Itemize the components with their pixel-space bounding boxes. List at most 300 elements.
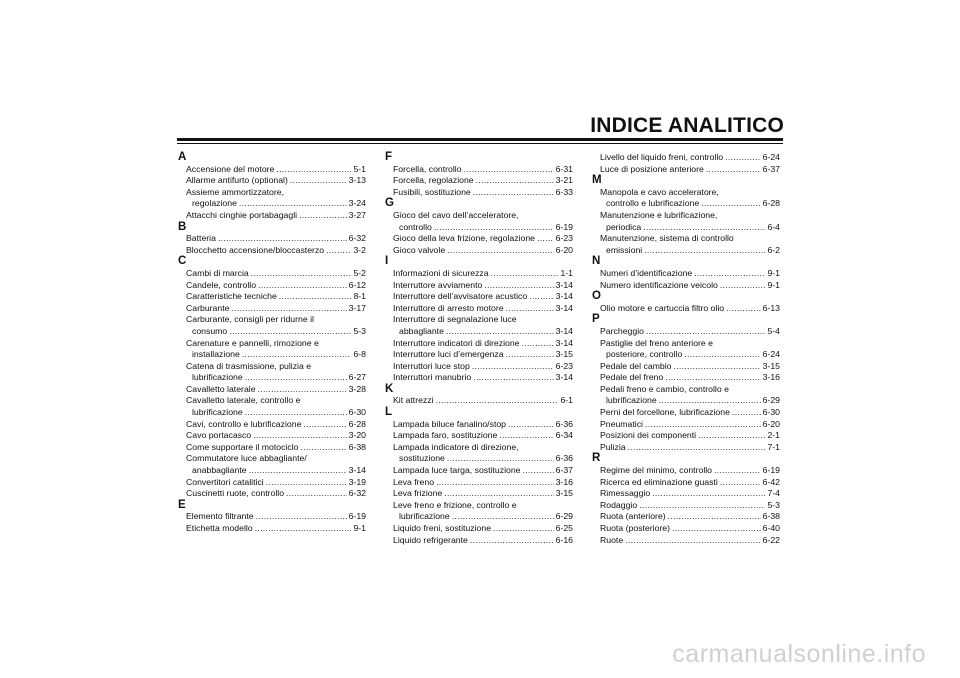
entry-name: Leva frizione [393,488,443,499]
dot-leader [249,465,347,477]
index-entry [385,361,573,373]
index-column-3 [592,152,780,546]
entry-page: 6-42 [762,476,780,487]
dot-leader [239,198,347,210]
entry-page: 3-14 [348,465,366,476]
entry-name: Cambi di marcia [186,267,249,278]
entry-name: Pedale del cambio [600,360,672,371]
index-entry [592,372,780,384]
dot-leader [645,419,761,431]
entry-page: 6-23 [555,233,573,244]
entry-name: Ruota (anteriore) [600,511,666,522]
entry-name: Pneumatici [600,418,643,429]
entry-name: Lampada indicatore di direzione, [393,441,519,452]
entry-name-continued: controllo e lubrificazione [606,198,700,209]
entry-page: 6-20 [762,418,780,429]
index-entry [178,245,366,257]
entry-page: 3-2 [353,244,366,255]
index-entry [178,442,366,454]
entry-name: Cavo portacasco [186,430,252,441]
entry-name: Interruttore di segnalazione luce [393,314,517,325]
entry-name: Luce di posizione anteriore [600,163,704,174]
entry-page: 3-14 [555,337,573,348]
entry-name: Cuscinetti ruote, controllo [186,488,285,499]
index-section-letter: M [592,174,602,187]
entry-page: 6-32 [348,233,366,244]
dot-leader [299,210,347,222]
dot-leader [714,465,761,477]
entry-name: Blocchetto accensione/bloccasterzo [186,244,325,255]
entry-name: Carenature e pannelli, rimozione e [186,337,319,348]
entry-page: 6-32 [348,488,366,499]
dot-leader [499,430,553,442]
entry-page: 6-20 [555,244,573,255]
entry-name: Lampada biluce fanalino/stop [393,418,507,429]
entry-page: 3-14 [555,325,573,336]
entry-name-continued: lubrificazione [399,511,450,522]
entry-page: 6-28 [762,198,780,209]
dot-leader [646,326,765,338]
index-entry [592,419,780,431]
index-section-letter: E [178,498,186,511]
dot-leader [452,511,554,523]
entry-name-continued: lubrificazione [606,395,657,406]
index-entry [592,430,780,442]
index-entry [178,233,366,245]
entry-page: 5-1 [353,163,366,174]
title-rule-thick [177,138,783,141]
dot-leader [672,523,761,535]
dot-leader [523,465,554,477]
index-entry [178,361,366,384]
index-entry [178,175,366,187]
dot-leader [473,372,553,384]
dot-leader [665,372,760,384]
entry-page: 6-2 [767,244,780,255]
entry-name: Manopola e cavo acceleratore, [600,186,719,197]
entry-name: Parcheggio [600,325,644,336]
entry-page: 5-2 [353,267,366,278]
dot-leader [720,280,766,292]
entry-name-continued: lubrificazione [192,407,243,418]
dot-leader [251,268,352,280]
entry-name: Candele, controllo [186,279,257,290]
dot-leader [326,245,351,257]
entry-continuation-line [186,326,366,338]
dot-leader [303,419,346,431]
entry-name-continued: emissioni [606,244,643,255]
dot-leader [508,419,554,431]
entry-name: Accensione del motore [186,163,275,174]
dot-leader [643,222,765,234]
entry-name: Leva freno [393,476,435,487]
entry-name: Liquido freni, sostituzione [393,523,492,533]
index-entry [592,523,780,535]
index-section-letter: C [178,255,187,268]
entry-page: 7-1 [767,441,780,452]
dot-leader [436,395,559,407]
entry-page: 3-14 [555,372,573,383]
entry-name: Catena di trasmissione, pulizia e [186,360,312,371]
dot-leader [472,361,554,373]
index-column-1 [178,152,366,535]
dot-leader [258,280,347,292]
watermark: carmanualsonline.info [672,640,926,668]
index-entry [592,511,780,523]
dot-leader [266,477,347,489]
index-entry [592,233,780,256]
entry-name-continued: lubrificazione [192,372,243,383]
entry-name: Ruote [600,534,624,545]
entry-page: 5-4 [767,325,780,336]
index-entry [385,338,573,350]
index-entry [592,210,780,233]
entry-page: 6-25 [555,523,573,533]
dot-leader [434,222,554,234]
entry-name: Carburante, consigli per ridurne il [186,314,314,325]
index-entry [385,477,573,489]
entry-name: Liquido refrigerante [393,534,468,545]
entry-name-continued: posteriore, controllo [606,349,683,360]
entry-continuation-line [393,511,573,523]
entry-page: 6-36 [555,453,573,464]
dot-leader [668,511,761,523]
entry-name: Manutenzione, sistema di controllo [600,233,734,244]
dot-leader [286,488,347,500]
index-entry [178,523,366,535]
index-section-letter: O [592,290,601,303]
dot-leader [255,523,352,535]
index-entry [385,500,573,523]
dot-leader [698,430,765,442]
entry-page: 9-1 [353,523,366,533]
entry-continuation-line [393,222,573,234]
index-entry [178,395,366,418]
index-entry [385,314,573,337]
entry-page: 5-3 [767,499,780,510]
entry-name: Interruttore di arresto motore [393,302,504,313]
index-entry [592,338,780,361]
index-section-letter: B [178,220,187,233]
index-entry [592,164,780,176]
entry-name: Caratteristiche tecniche [186,291,277,302]
index-section-letter: P [592,313,600,326]
index-entry [385,523,573,535]
index-entry [592,488,780,500]
entry-name: Posizioni dei componenti [600,430,697,441]
entry-page: 6-30 [348,407,366,418]
dot-leader [258,384,347,396]
dot-leader [726,303,761,315]
entry-page: 3-14 [555,302,573,313]
index-entry [178,338,366,361]
dot-leader [522,338,554,350]
entry-page: 6-24 [762,152,780,162]
index-entry [385,175,573,187]
entry-page: 3-15 [555,349,573,360]
index-entry [385,442,573,465]
index-entry [385,280,573,292]
entry-name: Cavalletto laterale [186,383,256,394]
entry-name: Pedale del freno [600,372,664,383]
index-entry [178,280,366,292]
entry-name: Interruttore avviamento [393,279,483,290]
entry-name: Lampada luce targa, sostituzione [393,465,521,476]
dot-leader [256,511,347,523]
dot-leader [476,175,554,187]
index-entry [592,442,780,454]
entry-name: Gioco della leva frizione, regolazione [393,233,535,244]
entry-page: 6-27 [348,372,366,383]
index-entry [178,511,366,523]
index-section-letter: G [385,197,394,210]
index-entry [385,372,573,384]
entry-page: 6-28 [348,418,366,429]
dot-leader [464,164,554,176]
entry-page: 7-4 [767,488,780,499]
entry-page: 6-29 [555,511,573,522]
dot-leader [639,500,765,512]
dot-leader [537,233,554,245]
index-section-letter: A [178,151,187,163]
entry-name-continued: abbagliante [399,325,444,336]
index-entry [178,164,366,176]
index-entry [592,500,780,512]
entry-name: Lampada faro, sostituzione [393,430,498,441]
index-entry [178,419,366,431]
entry-name-continued: periodica [606,221,642,232]
entry-page: 9-1 [767,267,780,278]
dot-leader [506,303,554,315]
index-entry [385,395,573,407]
entry-name: Pulizia [600,441,626,452]
entry-name: Manutenzione e lubrificazione, [600,209,718,220]
dot-leader [659,395,761,407]
dot-leader [231,303,346,315]
index-section-letter: F [385,151,393,163]
entry-continuation-line [186,407,366,419]
dot-leader [732,407,761,419]
entry-page: 3-24 [348,198,366,209]
entry-name: Interruttore luci d’emergenza [393,349,504,360]
entry-name: Assieme ammortizzatore, [186,186,285,197]
entry-name: Pedali freno e cambio, controllo e [600,383,729,394]
dot-leader [701,198,760,210]
dot-leader [506,349,554,361]
entry-page: 3-14 [555,279,573,290]
entry-name: Allarme antifurto (optional) [186,175,288,186]
entry-continuation-line [600,245,780,257]
entry-continuation-line [186,372,366,384]
dot-leader [276,164,351,176]
entry-continuation-line [600,222,780,234]
dot-leader [628,442,766,454]
index-entry [592,268,780,280]
entry-continuation-line [186,349,366,361]
index-entry [592,465,780,477]
entry-page: 6-30 [762,407,780,418]
index-entry [385,465,573,477]
dot-leader [652,488,765,500]
entry-page: 3-14 [555,291,573,302]
dot-leader [245,407,347,419]
entry-name: Interruttori manubrio [393,372,472,383]
entry-continuation-line [600,198,780,210]
entry-page: 3-27 [348,209,366,220]
dot-leader [218,233,347,245]
entry-page: 3-21 [555,175,573,186]
index-entry [385,245,573,257]
index-entry [385,291,573,303]
entry-page: 3-16 [555,476,573,487]
entry-page: 3-15 [762,360,780,371]
dot-leader [706,164,761,176]
index-entry [592,152,780,164]
entry-page: 6-40 [762,523,780,533]
entry-name: Rodaggio [600,499,638,510]
entry-name: Informazioni di sicurezza [393,267,489,278]
index-entry [385,233,573,245]
dot-leader [446,326,554,338]
entry-page: 3-16 [762,372,780,383]
entry-name-continued: controllo [399,221,432,232]
dot-leader [484,280,553,292]
dot-leader [625,535,760,547]
entry-page: 6-4 [767,221,780,232]
index-entry [178,291,366,303]
entry-page: 6-31 [555,163,573,174]
entry-name: Convertitori catalitici [186,476,264,487]
entry-name: Etichetta modello [186,523,253,533]
entry-name-continued: regolazione [192,198,237,209]
dot-leader [684,349,760,361]
entry-page: 6-16 [555,534,573,545]
entry-page: 6-1 [560,395,573,406]
entry-name: Commutatore luce abbagliante/ [186,453,307,464]
entry-name: Numero identificazione veicolo [600,279,718,290]
entry-name: Forcella, regolazione [393,175,474,186]
title-rule-thin [177,143,783,144]
entry-page: 3-19 [348,476,366,487]
index-section-letter: I [385,255,389,268]
index-entry [178,303,366,315]
dot-leader [470,535,554,547]
entry-name-continued: anabbagliante [192,465,247,476]
dot-leader [279,291,352,303]
dot-leader [473,187,554,199]
index-entry [178,430,366,442]
entry-name-continued: installazione [192,349,240,360]
index-entry [385,164,573,176]
entry-name-continued: sostituzione [399,453,445,464]
index-entry [385,187,573,199]
entry-page: 6-37 [555,465,573,476]
entry-name: Ricerca ed eliminazione guasti [600,476,718,487]
index-entry [178,314,366,337]
entry-page: 3-17 [348,302,366,313]
entry-name: Elemento filtrante [186,511,254,522]
dot-leader [253,430,346,442]
entry-name: Forcella, controllo [393,163,462,174]
index-entry [592,303,780,315]
entry-name: Ruota (posteriore) [600,523,671,533]
entry-page: 1-1 [560,267,573,278]
entry-page: 6-13 [762,302,780,313]
index-entry [385,268,573,280]
dot-leader [673,361,760,373]
entry-name: Interruttore dell’avvisatore acustico [393,291,528,302]
dot-leader [493,523,554,535]
entry-page: 6-19 [348,511,366,522]
entry-page: 6-19 [762,465,780,476]
entry-page: 6-12 [348,279,366,290]
entry-page: 2-1 [767,430,780,441]
entry-continuation-line [186,198,366,210]
entry-name: Livello del liquido freni, controllo [600,152,724,162]
index-entry [592,535,780,547]
index-entry [592,187,780,210]
entry-name-continued: consumo [192,325,228,336]
dot-leader [529,291,553,303]
index-section-letter: K [385,382,394,395]
entry-continuation-line [600,349,780,361]
entry-continuation-line [600,395,780,407]
index-entry [385,349,573,361]
entry-name: Pastiglie del freno anteriore e [600,337,714,348]
index-entry [178,187,366,210]
index-entry [592,280,780,292]
entry-page: 3-13 [348,175,366,186]
entry-page: 6-33 [555,186,573,197]
index-column-2 [385,152,573,546]
dot-leader [447,245,553,257]
dot-leader [436,477,554,489]
entry-page: 6-36 [555,418,573,429]
entry-page: 6-24 [762,349,780,360]
dot-leader [694,268,765,280]
entry-page: 8-1 [353,291,366,302]
index-entry [178,384,366,396]
entry-page: 6-22 [762,534,780,545]
entry-page: 5-3 [353,325,366,336]
entry-name: Numeri d’identificazione [600,267,693,278]
index-section-letter: L [385,406,393,419]
index-entry [385,210,573,233]
index-entry [592,407,780,419]
entry-page: 3-15 [555,488,573,499]
index-entry [592,384,780,407]
entry-name: Attacchi cinghie portabagagli [186,209,298,220]
entry-name: Rimessaggio [600,488,651,499]
entry-name: Regime del minimo, controllo [600,465,713,476]
index-entry [178,488,366,500]
dot-leader [245,372,347,384]
dot-leader [242,349,352,361]
index-entry [592,326,780,338]
entry-page: 6-29 [762,395,780,406]
entry-page: 6-23 [555,360,573,371]
entry-page: 3-28 [348,383,366,394]
entry-continuation-line [393,326,573,338]
dot-leader [290,175,347,187]
dot-leader [725,152,760,164]
index-entry [385,535,573,547]
entry-name: Gioco valvole [393,244,446,255]
index-entry [592,477,780,489]
index-entry [385,303,573,315]
entry-name: Fusibili, sostituzione [393,186,471,197]
dot-leader [720,477,761,489]
